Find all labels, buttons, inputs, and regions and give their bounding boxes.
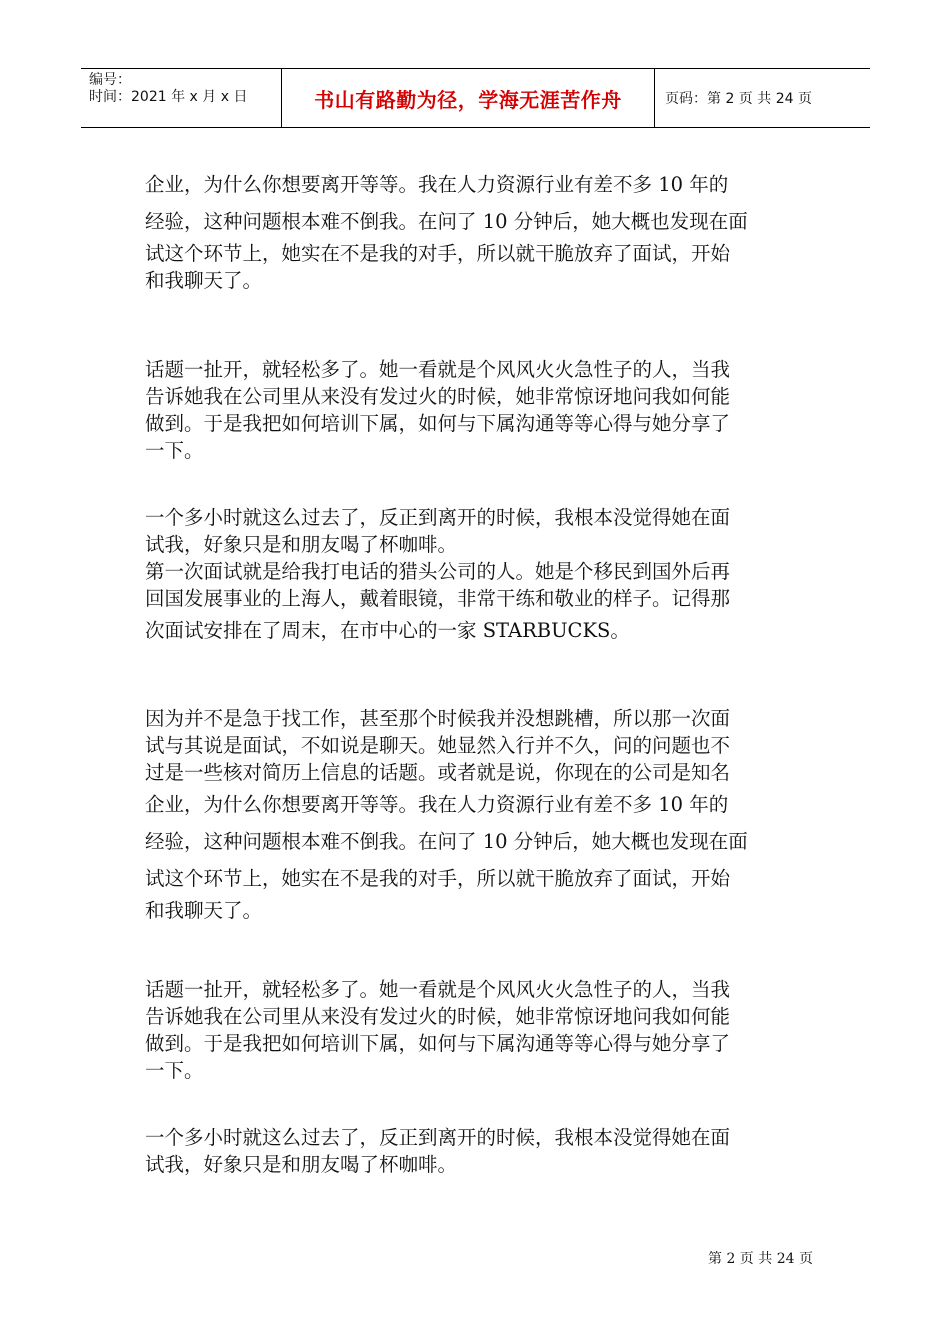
body-paragraph bbox=[145, 504, 815, 649]
text-line: 企业，为什么你想要离开等等。我在人力资源行业有差不多 10 年的 bbox=[145, 793, 729, 816]
text-line: 做到。于是我把如何培训下属，如何与下属沟通等等心得与她分享了 bbox=[145, 1032, 731, 1055]
text-line: 一下。 bbox=[145, 1059, 204, 1082]
text-line: 经验，这种问题根本难不倒我。在问了 10 分钟后，她大概也发现在面 bbox=[145, 210, 748, 233]
text-line: 试与其说是面试，不如说是聊天。她显然入行并不久，问的问题也不 bbox=[145, 734, 731, 757]
document-time-label: 时间：2021 年 x 月 x 日 bbox=[89, 89, 248, 105]
text-line: 话题一扯开，就轻松多了。她一看就是个风风火火急性子的人，当我 bbox=[145, 358, 731, 381]
text-line: 一个多小时就这么过去了，反正到离开的时候，我根本没觉得她在面 bbox=[145, 506, 731, 529]
text-line: 和我聊天了。 bbox=[145, 269, 263, 292]
header-motto: 书山有路勤为径，学海无涯苦作舟 bbox=[281, 69, 655, 127]
text-line: 回国发展事业的上海人，戴着眼镜，非常干练和敬业的样子。记得那 bbox=[145, 587, 731, 610]
header-page-info: 页码：第 2 页 共 24 页 bbox=[665, 91, 812, 107]
text-line: 过是一些核对简历上信息的话题。或者就是说，你现在的公司是知名 bbox=[145, 761, 731, 784]
page-header bbox=[81, 68, 870, 128]
body-paragraph bbox=[145, 356, 815, 464]
text-line: 试我，好象只是和朋友喝了杯咖啡。 bbox=[145, 1153, 458, 1176]
text-line: 企业，为什么你想要离开等等。我在人力资源行业有差不多 10 年的 bbox=[145, 173, 729, 196]
text-line: 试这个环节上，她实在不是我的对手，所以就干脆放弃了面试，开始 bbox=[145, 242, 731, 265]
text-line: 告诉她我在公司里从来没有发过火的时候，她非常惊讶地问我如何能 bbox=[145, 385, 731, 408]
body-paragraph bbox=[145, 1124, 815, 1178]
text-line: 第一次面试就是给我打电话的猎头公司的人。她是个移民到国外后再 bbox=[145, 560, 731, 583]
header-meta bbox=[81, 69, 281, 127]
body-paragraph bbox=[145, 705, 815, 924]
text-line: 次面试安排在了周末，在市中心的一家 STARBUCKS。 bbox=[145, 619, 630, 642]
page-footer: 第 2 页 共 24 页 bbox=[708, 1251, 813, 1267]
text-line: 一个多小时就这么过去了，反正到离开的时候，我根本没觉得她在面 bbox=[145, 1126, 731, 1149]
text-line: 因为并不是急于找工作，甚至那个时候我并没想跳槽，所以那一次面 bbox=[145, 707, 731, 730]
text-line: 试我，好象只是和朋友喝了杯咖啡。 bbox=[145, 533, 458, 556]
text-line: 告诉她我在公司里从来没有发过火的时候，她非常惊讶地问我如何能 bbox=[145, 1005, 731, 1028]
text-line: 话题一扯开，就轻松多了。她一看就是个风风火火急性子的人，当我 bbox=[145, 978, 731, 1001]
text-line: 一下。 bbox=[145, 439, 204, 462]
text-line: 试这个环节上，她实在不是我的对手，所以就干脆放弃了面试，开始 bbox=[145, 867, 731, 890]
document-number-label: 编号： bbox=[89, 72, 131, 88]
body-paragraph bbox=[145, 976, 815, 1084]
body-paragraph bbox=[145, 166, 815, 294]
text-line: 和我聊天了。 bbox=[145, 899, 263, 922]
text-line: 做到。于是我把如何培训下属，如何与下属沟通等等心得与她分享了 bbox=[145, 412, 731, 435]
text-line: 经验，这种问题根本难不倒我。在问了 10 分钟后，她大概也发现在面 bbox=[145, 830, 748, 853]
